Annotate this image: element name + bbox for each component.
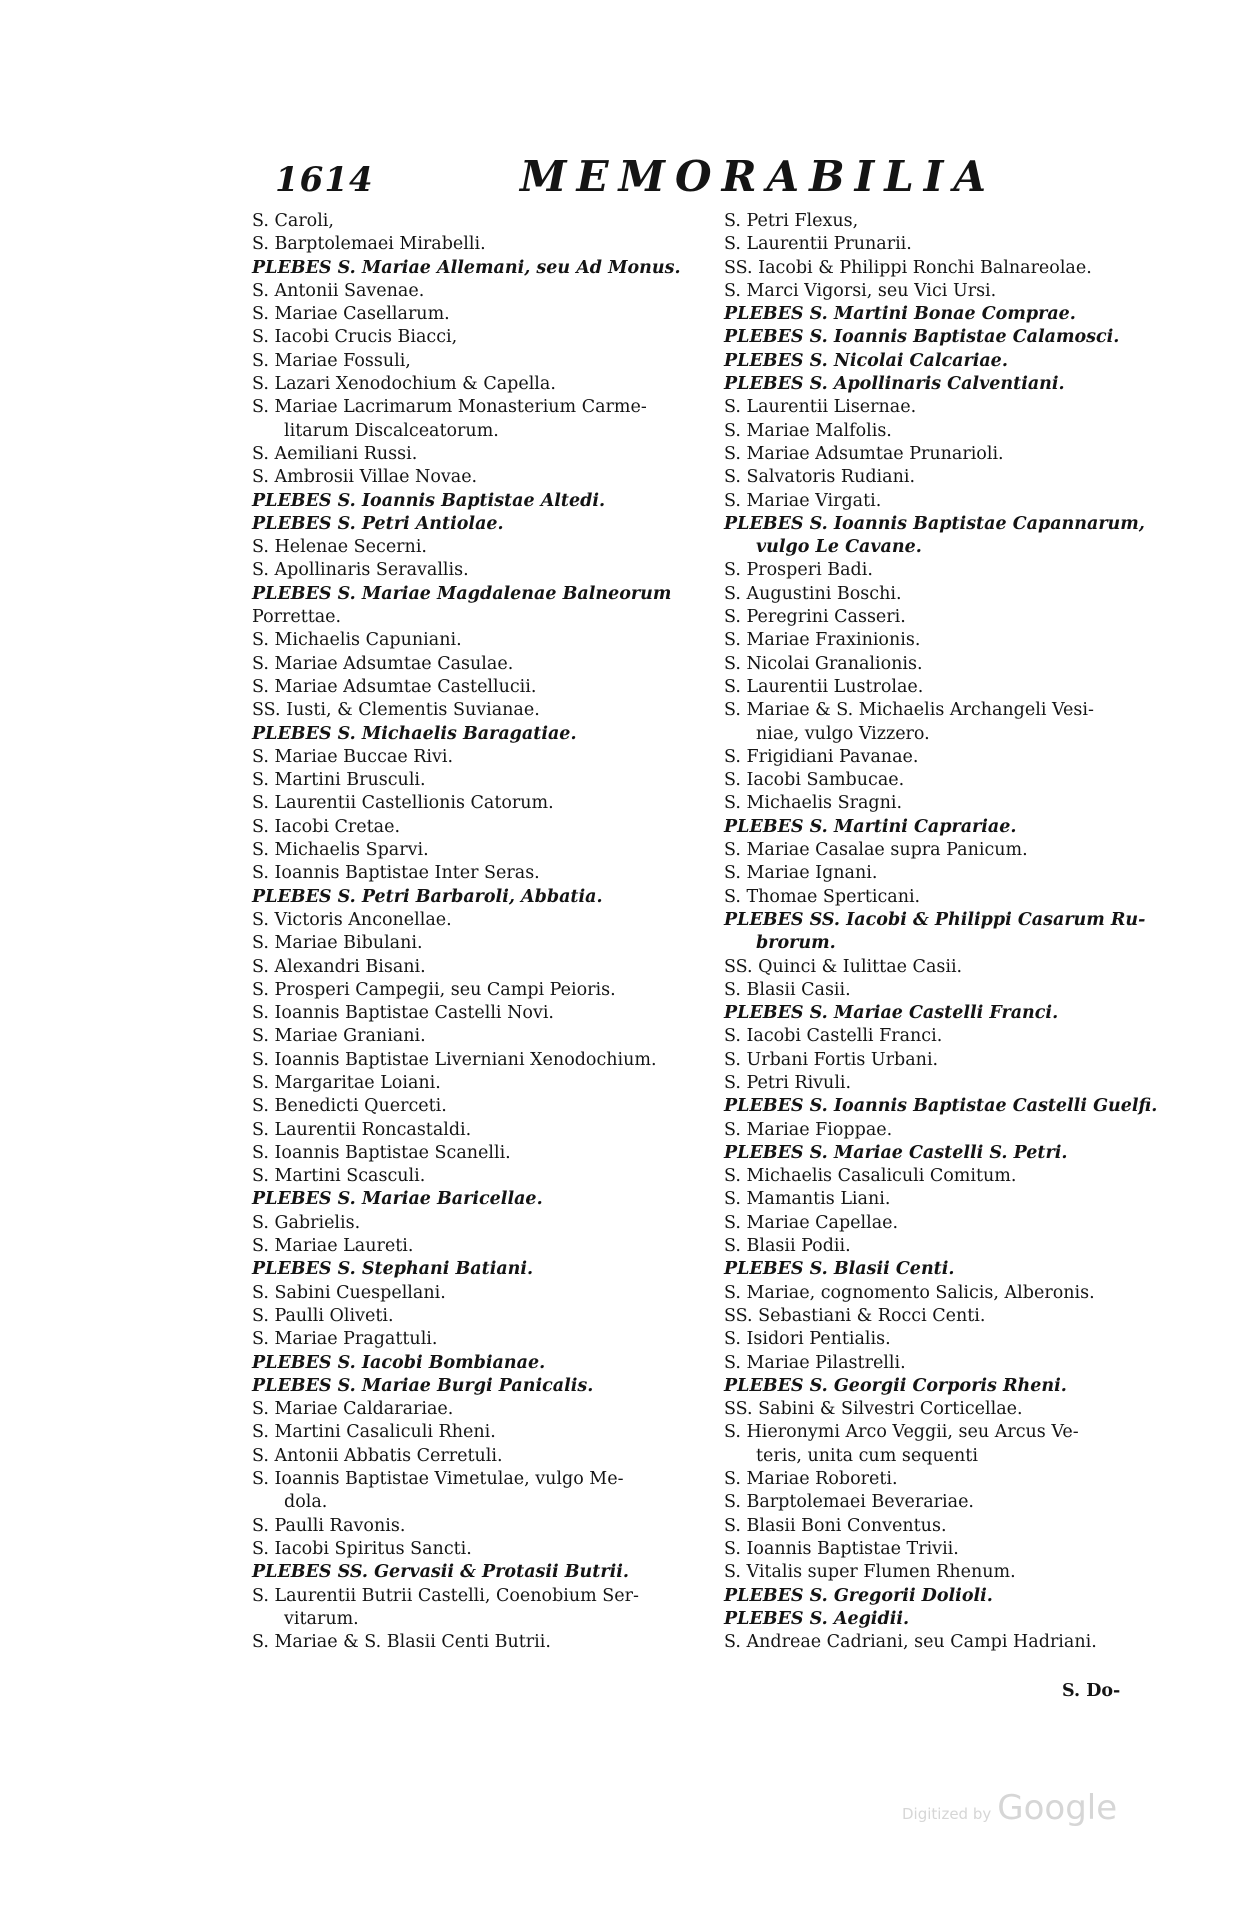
list-item: S. Marci Vigorsi, seu Vici Ursi. (724, 280, 997, 301)
list-item: S. Laurentii Prunarii. (724, 234, 912, 255)
list-item: litarum Discalceatorum. (284, 420, 499, 441)
list-item: S. Mariae, cognomento Salicis, Alberonis. (724, 1282, 1095, 1303)
list-item: S. Salvatoris Rudiani. (724, 467, 916, 488)
list-item: PLEBES S. Martini Bonae Comprae. (724, 304, 1076, 325)
list-item: S. Mariae Capellae. (724, 1212, 899, 1233)
list-item: S. Iacobi Spiritus Sancti. (252, 1538, 472, 1559)
list-item: S. Mariae Bibulani. (252, 933, 423, 954)
list-item: S. Ioannis Baptistae Castelli Novi. (252, 1003, 554, 1024)
list-item: S. Sabini Cuespellani. (252, 1282, 446, 1303)
list-item: S. Mariae Lacrimarum Monasterium Carme- (252, 397, 647, 418)
list-item: S. Blasii Casii. (724, 979, 851, 1000)
list-item: S. Mariae & S. Michaelis Archangeli Vesi- (724, 700, 1094, 721)
list-item: S. Mariae Caldarariae. (252, 1399, 454, 1420)
list-item: S. Iacobi Crucis Biacci, (252, 327, 458, 348)
list-item: PLEBES SS. Iacobi & Philippi Casarum Ru- (724, 909, 1146, 930)
list-item: PLEBES S. Aegidii. (724, 1608, 910, 1629)
list-item: SS. Quinci & Iulittae Casii. (724, 956, 963, 977)
list-item: S. Mariae Pilastrelli. (724, 1352, 906, 1373)
list-item: SS. Sebastiani & Rocci Centi. (724, 1305, 986, 1326)
list-item: S. Prosperi Campegii, seu Campi Peioris. (252, 979, 616, 1000)
list-item: S. Mariae Laureti. (252, 1236, 414, 1257)
list-item: S. Apollinaris Seravallis. (252, 560, 469, 581)
list-item: S. Martini Scasculi. (252, 1166, 426, 1187)
list-item: PLEBES S. Nicolai Calcariae. (724, 350, 1008, 371)
list-item: S. Michaelis Sparvi. (252, 840, 429, 861)
list-item: S. Laurentii Lisernae. (724, 397, 917, 418)
left-column (252, 210, 702, 1654)
list-item: PLEBES S. Blasii Centi. (724, 1259, 955, 1280)
list-item: S. Laurentii Lustrolae. (724, 676, 924, 697)
watermark-brand: Google (997, 1788, 1118, 1828)
list-item: S. Nicolai Granalionis. (724, 653, 923, 674)
list-item: niae, vulgo Vizzero. (756, 723, 930, 744)
list-item: S. Blasii Boni Conventus. (724, 1515, 947, 1536)
watermark-prefix: Digitized by (902, 1805, 992, 1823)
list-item: S. Urbani Fortis Urbani. (724, 1049, 939, 1070)
list-item: vitarum. (284, 1608, 359, 1629)
list-item: vulgo Le Cavane. (756, 537, 922, 558)
list-item: S. Lazari Xenodochium & Capella. (252, 374, 556, 395)
list-item: S. Mariae Adsumtae Prunarioli. (724, 443, 1004, 464)
list-item: PLEBES S. Mariae Castelli Franci. (724, 1003, 1059, 1024)
list-item: S. Mariae Adsumtae Castellucii. (252, 676, 537, 697)
list-item: S. Ioannis Baptistae Trivii. (724, 1538, 959, 1559)
running-title: MEMORABILIA (520, 152, 996, 201)
right-column (724, 210, 1184, 1654)
list-item: S. Margaritae Loiani. (252, 1072, 441, 1093)
list-item: S. Mariae Roboreti. (724, 1469, 898, 1490)
list-item: PLEBES S. Apollinaris Calventiani. (724, 374, 1065, 395)
list-item: S. Mariae Buccae Rivi. (252, 746, 454, 767)
list-item: S. Mariae Fossuli, (252, 350, 411, 371)
list-item: PLEBES S. Michaelis Baragatiae. (252, 723, 577, 744)
list-item: S. Barptolemaei Mirabelli. (252, 234, 486, 255)
list-item: PLEBES S. Petri Antiolae. (252, 513, 504, 534)
list-item: S. Aemiliani Russi. (252, 443, 418, 464)
list-item: S. Mamantis Liani. (724, 1189, 891, 1210)
list-item: PLEBES S. Iacobi Bombianae. (252, 1352, 546, 1373)
list-item: S. Helenae Secerni. (252, 537, 427, 558)
list-item: SS. Iusti, & Clementis Suvianae. (252, 700, 540, 721)
list-item: dola. (284, 1492, 328, 1513)
list-item: S. Mariae Pragattuli. (252, 1329, 438, 1350)
list-item: PLEBES S. Ioannis Baptistae Castelli Guelfi. (724, 1096, 1158, 1117)
list-item: S. Thomae Sperticani. (724, 886, 921, 907)
list-item: PLEBES S. Mariae Magdalenae Balneorum (252, 583, 672, 604)
list-item: PLEBES S. Gregorii Dolioli. (724, 1585, 993, 1606)
list-item: PLEBES S. Mariae Baricellae. (252, 1189, 543, 1210)
list-item: PLEBES S. Mariae Allemani, seu Ad Monus. (252, 257, 681, 278)
list-item: PLEBES S. Ioannis Baptistae Capannarum, (724, 513, 1145, 534)
list-item: PLEBES S. Stephani Batiani. (252, 1259, 534, 1280)
list-item: PLEBES S. Mariae Burgi Panicalis. (252, 1375, 594, 1396)
list-item: S. Hieronymi Arco Veggii, seu Arcus Ve- (724, 1422, 1079, 1443)
list-item: S. Ioannis Baptistae Inter Seras. (252, 863, 540, 884)
list-item: S. Martini Brusculi. (252, 770, 426, 791)
list-item: SS. Iacobi & Philippi Ronchi Balnareolae. (724, 257, 1092, 278)
page-header (0, 152, 1252, 202)
list-item: PLEBES S. Ioannis Baptistae Calamosci. (724, 327, 1120, 348)
list-item: SS. Sabini & Silvestri Corticellae. (724, 1399, 1023, 1420)
list-item: S. Mariae Virgati. (724, 490, 882, 511)
list-item: S. Michaelis Capuniani. (252, 630, 462, 651)
list-item: S. Prosperi Badi. (724, 560, 873, 581)
list-item: S. Martini Casaliculi Rheni. (252, 1422, 496, 1443)
page-number: 1614 (275, 160, 374, 200)
list-item: S. Frigidiani Pavanae. (724, 746, 919, 767)
list-item: Porrettae. (252, 607, 342, 628)
list-item: PLEBES S. Mariae Castelli S. Petri. (724, 1142, 1068, 1163)
list-item: S. Laurentii Butrii Castelli, Coenobium Ser- (252, 1585, 639, 1606)
list-item: S. Ambrosii Villae Novae. (252, 467, 478, 488)
list-item: brorum. (756, 933, 836, 954)
list-item: S. Mariae & S. Blasii Centi Butrii. (252, 1632, 551, 1653)
list-item: S. Ioannis Baptistae Liverniani Xenodochium. (252, 1049, 657, 1070)
list-item: S. Mariae Casalae supra Panicum. (724, 840, 1028, 861)
list-item: S. Mariae Fioppae. (724, 1119, 893, 1140)
list-item: PLEBES S. Ioannis Baptistae Altedi. (252, 490, 606, 511)
list-item: S. Laurentii Roncastaldi. (252, 1119, 472, 1140)
list-item: S. Caroli, (252, 211, 334, 231)
list-item: S. Iacobi Sambucae. (724, 770, 905, 791)
list-item: S. Mariae Graniani. (252, 1026, 426, 1047)
list-item: teris, unita cum sequenti (756, 1445, 978, 1466)
list-item: PLEBES S. Martini Caprariae. (724, 816, 1017, 837)
list-item: S. Michaelis Sragni. (724, 793, 903, 814)
list-item: S. Mariae Ignani. (724, 863, 878, 884)
list-item: S. Isidori Pentialis. (724, 1329, 891, 1350)
list-item: S. Blasii Podii. (724, 1236, 851, 1257)
list-item: S. Antonii Savenae. (252, 280, 425, 301)
list-item: S. Vitalis super Flumen Rhenum. (724, 1562, 1016, 1583)
list-item: S. Augustini Boschi. (724, 583, 902, 604)
list-item: S. Paulli Ravonis. (252, 1515, 406, 1536)
list-item: S. Gabrielis. (252, 1212, 361, 1233)
list-item: S. Mariae Fraxinionis. (724, 630, 921, 651)
list-item: S. Alexandri Bisani. (252, 956, 426, 977)
list-item: PLEBES S. Petri Barbaroli, Abbatia. (252, 886, 603, 907)
list-item: S. Petri Rivuli. (724, 1072, 852, 1093)
list-item: S. Michaelis Casaliculi Comitum. (724, 1166, 1017, 1187)
list-item: PLEBES SS. Gervasii & Protasii Butrii. (252, 1562, 629, 1583)
list-item: S. Mariae Casellarum. (252, 304, 450, 325)
catchword: S. Do- (1062, 1681, 1121, 1701)
list-item: S. Iacobi Cretae. (252, 816, 401, 837)
list-item: S. Andreae Cadriani, seu Campi Hadriani. (724, 1632, 1097, 1653)
list-item: PLEBES S. Georgii Corporis Rheni. (724, 1375, 1067, 1396)
list-item: S. Mariae Malfolis. (724, 420, 892, 441)
list-item: S. Antonii Abbatis Cerretuli. (252, 1445, 503, 1466)
list-item: S. Paulli Oliveti. (252, 1305, 394, 1326)
list-item: S. Laurentii Castellionis Catorum. (252, 793, 554, 814)
list-item: S. Mariae Adsumtae Casulae. (252, 653, 514, 674)
list-item: S. Benedicti Querceti. (252, 1096, 447, 1117)
list-item: S. Iacobi Castelli Franci. (724, 1026, 943, 1047)
list-item: S. Peregrini Casseri. (724, 607, 906, 628)
list-item: S. Barptolemaei Beverariae. (724, 1492, 974, 1513)
list-item: S. Ioannis Baptistae Scanelli. (252, 1142, 511, 1163)
watermark (902, 1788, 1117, 1828)
list-item: S. Petri Flexus, (724, 211, 859, 231)
list-item: S. Ioannis Baptistae Vimetulae, vulgo Me- (252, 1469, 624, 1490)
list-item: S. Victoris Anconellae. (252, 909, 452, 930)
